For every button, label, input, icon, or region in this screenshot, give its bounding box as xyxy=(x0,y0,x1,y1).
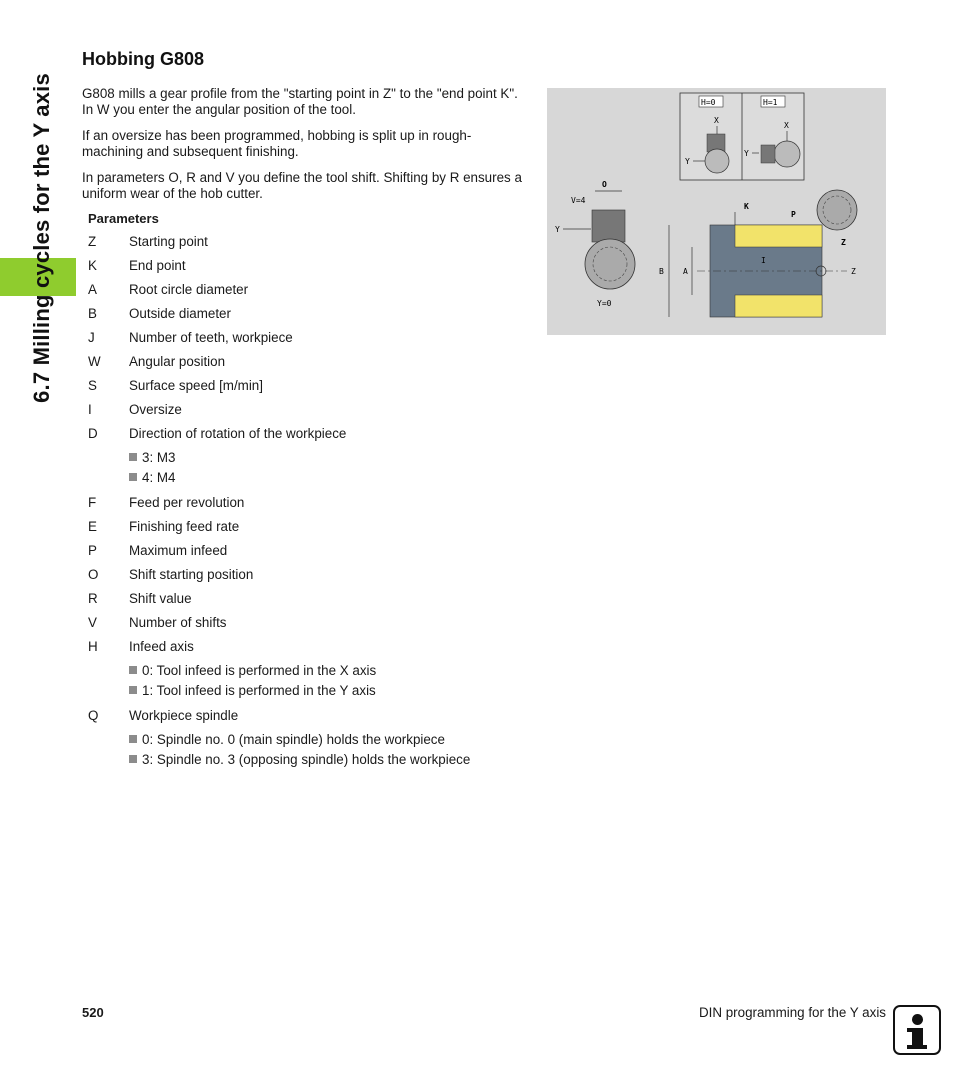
parameter-row xyxy=(88,277,528,301)
parameter-description: Surface speed [m/min] xyxy=(129,377,263,393)
parameter-option xyxy=(88,467,528,487)
parameter-description: Outside diameter xyxy=(129,305,231,321)
label-z-top: Z xyxy=(841,238,846,247)
parameter-row xyxy=(88,349,528,373)
parameter-row xyxy=(88,490,528,514)
parameter-row xyxy=(88,301,528,325)
chapter-title-text: 6.7 Milling cycles for the Y axis xyxy=(29,73,54,403)
parameter-row xyxy=(88,325,528,349)
parameter-row xyxy=(88,562,528,586)
option-text: 4: M4 xyxy=(142,469,176,485)
parameter-row xyxy=(88,397,528,421)
gear-workpiece-front xyxy=(585,239,635,289)
parameter-options xyxy=(88,660,528,700)
parameter-option xyxy=(88,447,528,467)
parameter-key: K xyxy=(88,257,97,273)
parameter-description: Direction of rotation of the workpiece xyxy=(129,425,347,441)
intro-paragraph: If an oversize has been programmed, hobbing is split up in rough-machining and subsequent finishing. xyxy=(82,128,472,159)
stock-top xyxy=(735,225,822,247)
parameter-row xyxy=(88,229,528,253)
option-text: 3: Spindle no. 3 (opposing spindle) holds the workpiece xyxy=(142,751,471,767)
parameter-option xyxy=(88,660,528,680)
label-k: K xyxy=(744,202,749,211)
parameter-key: Q xyxy=(88,707,99,723)
parameter-key: W xyxy=(88,353,101,369)
parameter-option xyxy=(88,680,528,700)
parameter-description: Angular position xyxy=(129,353,226,369)
parameter-description: Maximum infeed xyxy=(129,542,228,558)
parameter-row xyxy=(88,703,528,727)
parameter-key: D xyxy=(88,425,98,441)
label-y-h0: Y xyxy=(685,157,690,166)
parameter-description: Starting point xyxy=(129,233,208,249)
parameter-description: Workpiece spindle xyxy=(129,707,239,723)
hobbing-diagram xyxy=(547,88,886,335)
square-bullet-icon xyxy=(129,473,137,481)
parameter-description: Infeed axis xyxy=(129,638,194,654)
parameter-row xyxy=(88,421,528,445)
parameter-row xyxy=(88,634,528,658)
option-text: 0: Tool infeed is performed in the X axis xyxy=(142,662,377,678)
label-h0: H=0 xyxy=(701,98,716,107)
parameter-key: B xyxy=(88,305,97,321)
parameter-description: Number of teeth, workpiece xyxy=(129,329,293,345)
parameter-description: Feed per revolution xyxy=(129,494,245,510)
square-bullet-icon xyxy=(129,453,137,461)
label-x-h1: X xyxy=(784,121,789,130)
label-b: B xyxy=(659,267,664,276)
hob-cutter xyxy=(592,210,625,242)
parameter-key: O xyxy=(88,566,99,582)
square-bullet-icon xyxy=(129,755,137,763)
parameter-description: Finishing feed rate xyxy=(129,518,240,534)
parameter-row xyxy=(88,538,528,562)
parameter-key: F xyxy=(88,494,97,510)
label-y0: Y=0 xyxy=(597,299,612,308)
parameter-row xyxy=(88,586,528,610)
parameter-option xyxy=(88,729,528,749)
label-y-h1: Y xyxy=(744,149,749,158)
label-a: A xyxy=(683,267,688,276)
parameter-key: V xyxy=(88,614,97,630)
parameter-description: Root circle diameter xyxy=(129,281,249,297)
parameters-heading: Parameters xyxy=(88,211,159,226)
label-x-h0: X xyxy=(714,116,719,125)
parameter-row xyxy=(88,253,528,277)
option-text: 1: Tool infeed is performed in the Y axis xyxy=(142,682,376,698)
page-number: 520 xyxy=(82,1005,104,1020)
chapter-title-vertical xyxy=(28,48,56,428)
footer-section-title: DIN programming for the Y axis xyxy=(698,1005,886,1020)
parameter-key: R xyxy=(88,590,98,606)
parameter-options xyxy=(88,447,528,487)
info-icon xyxy=(893,1005,941,1055)
parameter-key: H xyxy=(88,638,98,654)
square-bullet-icon xyxy=(129,735,137,743)
parameter-key: J xyxy=(88,329,95,345)
parameter-row xyxy=(88,610,528,634)
parameter-key: A xyxy=(88,281,97,297)
label-h1: H=1 xyxy=(763,98,778,107)
label-i: I xyxy=(761,256,766,265)
parameter-description: Shift value xyxy=(129,590,192,606)
label-o: O xyxy=(602,180,607,189)
parameter-key: P xyxy=(88,542,97,558)
intro-paragraph: In parameters O, R and V you define the tool shift. Shifting by R ensures a uniform wear of the hob cutter. xyxy=(82,170,522,201)
parameter-key: S xyxy=(88,377,97,393)
option-text: 0: Spindle no. 0 (main spindle) holds the workpiece xyxy=(142,731,445,747)
parameter-row xyxy=(88,373,528,397)
parameter-description: Number of shifts xyxy=(129,614,227,630)
intro-text xyxy=(82,86,532,212)
parameter-description: End point xyxy=(129,257,186,273)
label-z-axis: Z xyxy=(851,267,856,276)
intro-paragraph: G808 mills a gear profile from the "starting point in Z" to the "end point K". In W you enter the angular position of the tool. xyxy=(82,86,518,117)
square-bullet-icon xyxy=(129,666,137,674)
label-y-left: Y xyxy=(555,225,560,234)
parameter-list xyxy=(88,229,528,772)
parameter-row xyxy=(88,514,528,538)
hobbing-figure xyxy=(547,88,886,335)
parameter-options xyxy=(88,729,528,769)
parameter-description: Oversize xyxy=(129,401,182,417)
parameter-key: E xyxy=(88,518,97,534)
parameter-description: Shift starting position xyxy=(129,566,254,582)
stock-bottom xyxy=(735,295,822,317)
label-p: P xyxy=(791,210,796,219)
parameter-key: Z xyxy=(88,233,97,249)
label-v: V=4 xyxy=(571,196,586,205)
parameter-option xyxy=(88,749,528,769)
square-bullet-icon xyxy=(129,686,137,694)
section-heading: Hobbing G808 xyxy=(82,49,205,69)
parameter-key: I xyxy=(88,401,92,417)
option-text: 3: M3 xyxy=(142,449,176,465)
